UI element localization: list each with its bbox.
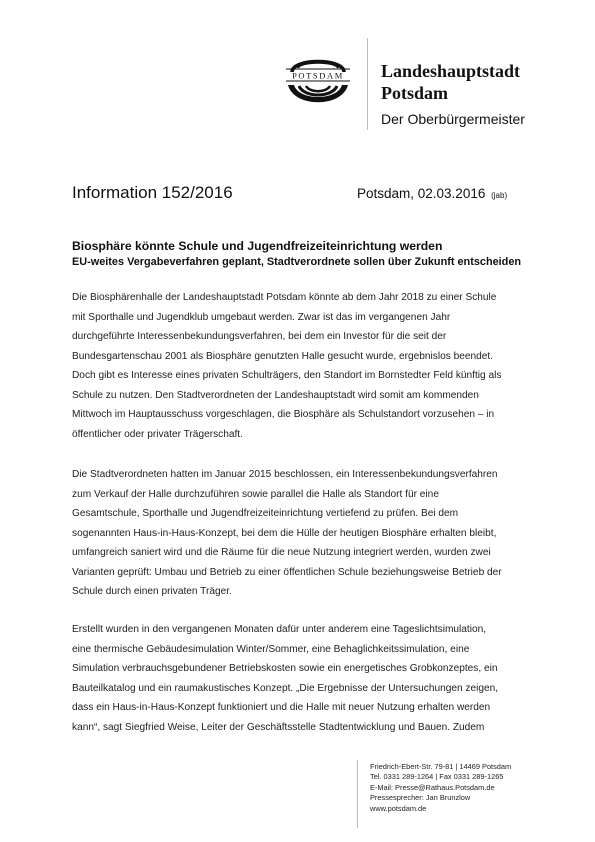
text-line: dass ein Haus-in-Haus-Konzept funktioniert und die Halle mit neuer Nutzung erhalten werden — [72, 702, 491, 713]
text-line: Schule zu nutzen. Den Stadtverordneten der Landeshauptstadt wird somit am kommenden — [72, 389, 479, 401]
paragraph-3 — [72, 620, 532, 737]
paragraph-1 — [72, 288, 532, 444]
text-line: kann“, sagt Siegfried Weise, Leiter der Geschäftsstelle Stadtentwicklung und Bauen. Zudem — [72, 721, 485, 733]
footer-email: E-Mail: Presse@Rathaus.Potsdam.de — [370, 782, 495, 792]
text-line: durchgeführte Interessenbekundungsverfahren, bei dem ein Investor für die seit der — [72, 331, 447, 342]
text-line: mit Sporthalle und Jugendklub umgebaut werden. Zwar ist das im vergangenen Jahr — [72, 311, 451, 323]
text-line: Die Biosphärenhalle der Landeshauptstadt Potsdam könnte ab dem Jahr 2018 zu einer Schule — [72, 292, 497, 303]
text-line: Schule durch einen privaten Träger. — [72, 586, 232, 597]
text-line: Die Stadtverordneten hatten im Januar 2015 beschlossen, ein Interessenbekundungsverfahren — [72, 469, 498, 480]
footer-address: Friedrich-Ebert-Str. 79-81 | 14469 Potsdam — [370, 762, 512, 771]
city-name-line2: Potsdam — [381, 83, 448, 103]
footer-divider — [357, 760, 358, 828]
footer-website: www.potsdam.de — [370, 803, 427, 813]
text-line: Bundesgartenschau 2001 als Biosphäre genutzten Halle gesucht wurde, ergebnislos beendet. — [72, 350, 494, 362]
text-line: Mittwoch im Hauptausschuss vorgeschlagen, die Biosphäre als Schulstandort vorzusehen – in — [72, 409, 495, 420]
text-line: umfangreich saniert wird und die Räume für die neue Nutzung integriert werden, wurden zwei — [72, 547, 491, 558]
text-line: Gesamtschule, Sporthalle und Jugendfreizeiteinrichtung vertiefend zu prüfen. Bei dem — [72, 508, 459, 519]
text-line: zum Verkauf der Halle durchzuführen sowie parallel die Halle als Standort für eine — [72, 488, 439, 500]
city-name-line1: Landeshauptstadt — [381, 61, 521, 81]
text-line: sogenannten Haus-in-Haus-Konzept, bei dem die Hülle der heutigen Biosphäre erhalten bleibt, — [72, 527, 497, 539]
headline: Biosphäre könnte Schule und Jugendfreizeiteinrichtung werden — [72, 239, 443, 253]
text-line: eine thermische Gebäudesimulation Winter/Sommer, eine Behaglichkeitssimulation, eine — [72, 643, 470, 655]
paragraph-2 — [72, 465, 532, 602]
text-line: Simulation verbrauchsgebundener Betriebskosten sowie ein energetisches Grobkonzeptes, ein — [72, 663, 498, 674]
header-divider — [367, 38, 368, 130]
footer-spokesperson: Pressesprecher: Jan Brunzlow — [370, 793, 471, 803]
contact-footer — [370, 762, 511, 814]
text-line: Erstellt wurden in den vergangenen Monaten dafür unter anderem eine Tageslichtsimulation, — [72, 624, 487, 635]
date-text: Potsdam, 02.03.2016 — [357, 186, 486, 201]
potsdam-logo — [282, 46, 354, 106]
subheadline: EU-weites Vergabeverfahren geplant, Stadtverordnete sollen über Zukunft entscheiden — [72, 256, 522, 268]
author-code: (jab) — [491, 191, 508, 200]
information-number: Information 152/2016 — [72, 183, 233, 202]
place-date — [357, 186, 507, 204]
text-line: Varianten geprüft: Umbau und Betrieb zu einer öffentlichen Schule beziehungsweise Betrieb der — [72, 566, 502, 578]
logo-text: POTSDAM — [292, 70, 344, 81]
text-line: öffentlicher oder privater Trägerschaft. — [72, 428, 243, 440]
text-line: Bauteilkatalog und ein raumakustisches Konzept. „Die Ergebnisse der Untersuchungen zeigen, — [72, 682, 499, 694]
office-title: Der Oberbürgermeister — [381, 111, 525, 127]
text-line: Doch gibt es Interesse eines privaten Schulträgers, den Standort im Bornstedter Feld künftig als — [72, 370, 502, 381]
footer-phone: Tel. 0331 289-1264 | Fax 0331 289-1265 — [370, 772, 504, 782]
